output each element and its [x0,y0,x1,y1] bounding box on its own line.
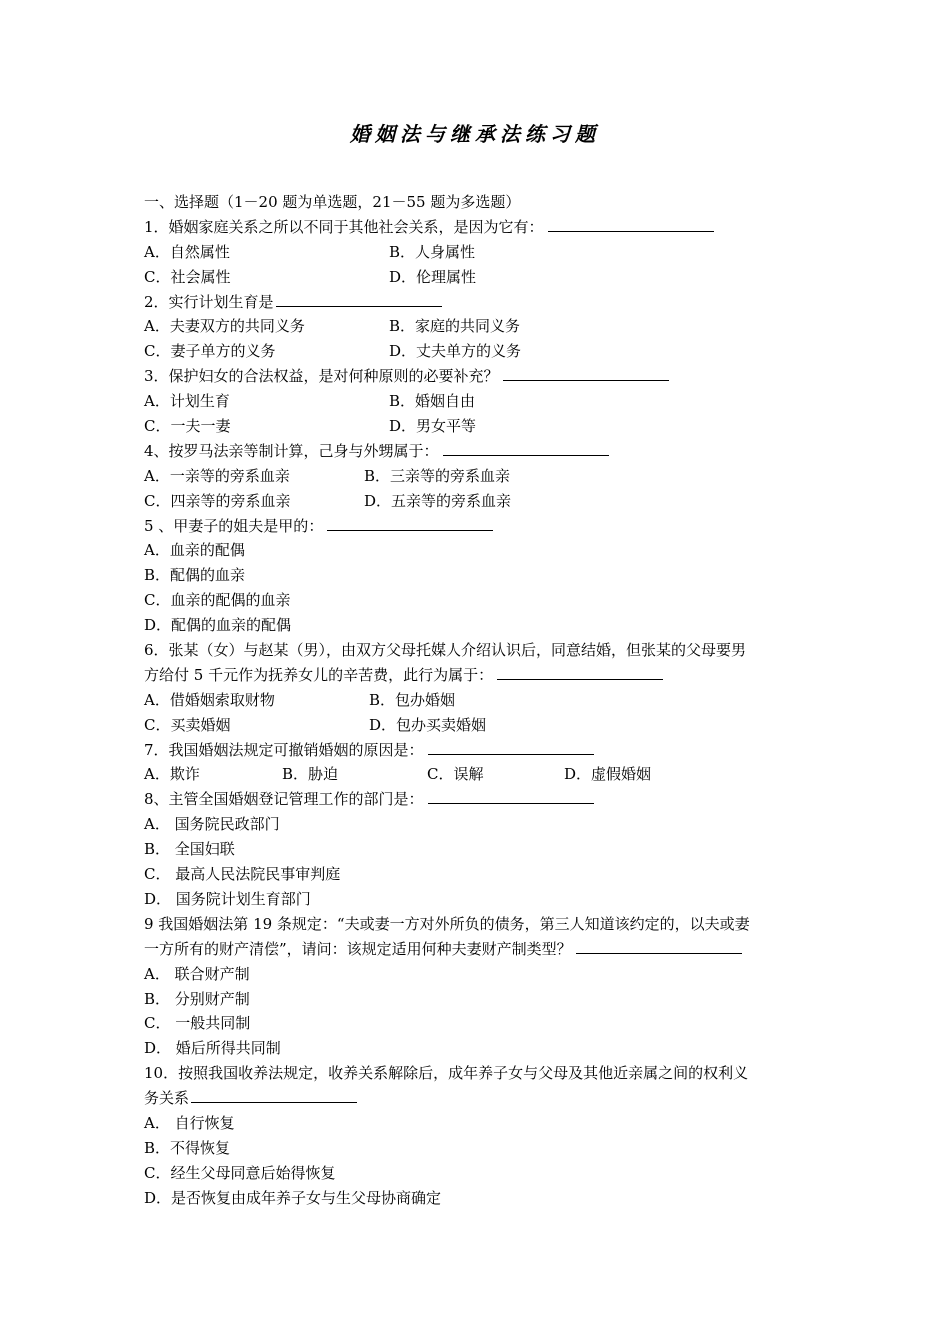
option-a: A． 国务院民政部门 [144,815,280,834]
option-d: D． 婚后所得共同制 [144,1039,281,1058]
option-a: A．一亲等的旁系血亲 [144,466,290,485]
option-d: D．伦理属性 [389,267,477,286]
page-title: 婚姻法与继承法练习题 [350,122,600,146]
question-stem: 3．保护妇女的合法权益，是对何种原则的必要补充？ [144,367,499,386]
question-stem: 务关系 [144,1089,190,1108]
section-header: 一、选择题（1－20 题为单选题，21－55 题为多选题） [144,193,521,211]
option-b: B．包办婚姻 [369,690,456,709]
answer-blank [428,740,594,755]
option-d: D．男女平等 [389,417,477,436]
options-row [144,688,814,713]
option-c: C． 最高人民法院民事审判庭 [144,865,341,884]
options-row [144,713,814,738]
options-row [144,389,814,414]
options-row [144,762,814,787]
option-c: C．社会属性 [144,267,231,286]
question-7 [144,738,814,763]
option-a: A．计划生育 [144,392,230,411]
option-a: A．夫妻双方的共同义务 [144,317,305,336]
option-a: A． 联合财产制 [144,964,250,983]
answer-blank [503,366,669,381]
question-6-cont [144,663,814,688]
option-a: A．血亲的配偶 [144,541,245,560]
options-row [144,240,814,265]
answer-blank [443,441,609,456]
question-10: 10．按照我国收养法规定，收养关系解除后，成年养子女与父母及其他近亲属之间的权利义 [144,1064,749,1083]
question-stem: 2．实行计划生育是 [144,292,274,311]
question-6: 6．张某（女）与赵某（男），由双方父母托媒人介绍认识后，同意结婚，但张某的父母要男 [144,641,747,660]
question-9: 9 我国婚姻法第 19 条规定：“夫或妻一方对外所负的债务，第三人知道该约定的，以夫或妻 [144,914,750,933]
question-4 [144,439,814,464]
option-d: D．包办买卖婚姻 [369,715,487,734]
question-10-cont [144,1086,814,1111]
options-row [144,414,814,439]
option-c: C． 一般共同制 [144,1014,251,1033]
question-list [144,190,814,1211]
options-row [144,489,814,514]
option-b: B． 分别财产制 [144,989,250,1008]
option-d: D．虚假婚姻 [564,765,652,784]
option-b: B．三亲等的旁系血亲 [364,466,511,485]
answer-blank [327,516,493,531]
question-stem: 8、主管全国婚姻登记管理工作的部门是： [144,790,424,809]
option-a: A．自然属性 [144,242,230,261]
options-row [144,265,814,290]
question-9-cont [144,937,814,962]
answer-blank [428,789,594,804]
answer-blank [576,939,742,954]
answer-blank [497,665,663,680]
answer-blank [548,217,714,232]
option-d: D．是否恢复由成年养子女与生父母协商确定 [144,1188,442,1207]
options-row [144,464,814,489]
option-c: C．四亲等的旁系血亲 [144,491,291,510]
option-b: B． 全国妇联 [144,840,235,859]
option-c: C．误解 [427,765,484,784]
option-a: A． 自行恢复 [144,1113,235,1132]
options-row [144,339,814,364]
question-stem: 一方所有的财产清偿”，请问：该规定适用何种夫妻财产制类型？ [144,939,572,958]
option-d: D．五亲等的旁系血亲 [364,491,512,510]
option-b: B．配偶的血亲 [144,566,246,585]
option-c: C．妻子单方的义务 [144,342,276,361]
option-a: A．借婚姻索取财物 [144,690,275,709]
question-3 [144,364,814,389]
option-c: C．买卖婚姻 [144,715,231,734]
question-stem: 方给付 5 千元作为抚养女儿的辛苦费，此行为属于： [144,665,494,684]
question-stem: 4、按罗马法亲等制计算，己身与外甥属于： [144,441,439,460]
option-b: B．家庭的共同义务 [389,317,521,336]
answer-blank [191,1088,357,1103]
option-d: D．配偶的血亲的配偶 [144,616,292,635]
option-b: B．婚姻自由 [389,392,476,411]
answer-blank [276,292,442,307]
option-b: B．胁迫 [282,765,339,784]
option-d: D． 国务院计划生育部门 [144,889,311,908]
option-a: A．欺诈 [144,765,200,784]
question-2 [144,290,814,315]
question-stem: 1．婚姻家庭关系之所以不同于其他社会关系，是因为它有： [144,217,544,236]
question-8 [144,787,814,812]
options-row [144,314,814,339]
question-1 [144,215,814,240]
option-c: C．经生父母同意后始得恢复 [144,1163,336,1182]
option-b: B．人身属性 [389,242,476,261]
question-5 [144,514,814,539]
option-c: C．血亲的配偶的血亲 [144,591,291,610]
option-d: D．丈夫单方的义务 [389,342,522,361]
question-stem: 7．我国婚姻法规定可撤销婚姻的原因是： [144,740,424,759]
option-c: C．一夫一妻 [144,417,231,436]
option-b: B．不得恢复 [144,1138,231,1157]
question-stem: 5 、甲妻子的姐夫是甲的： [144,516,324,535]
